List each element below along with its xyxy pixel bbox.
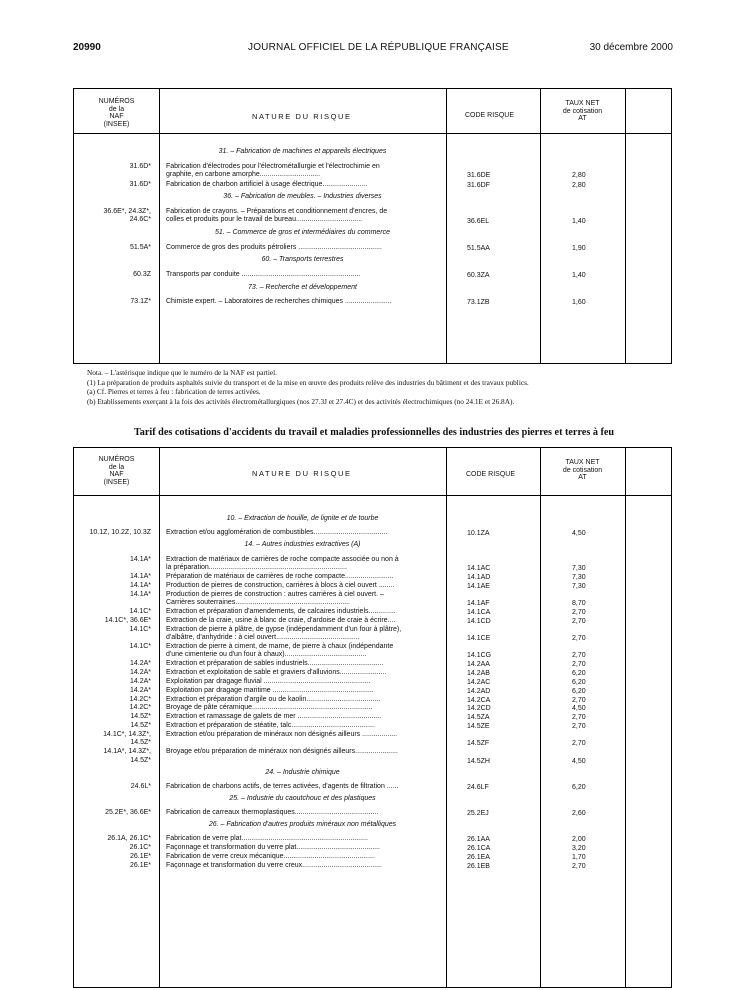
risk-nature: Broyage de pâte céramique.............................................................. (166, 704, 373, 712)
naf-code: 24.6L* (130, 782, 151, 790)
risk-code: 14.2AA (467, 660, 490, 668)
risk-nature: Façonnage et transformation du verre plat........................................... (166, 844, 380, 852)
net-rate: 7,30 (572, 564, 586, 572)
net-rate: 2,70 (572, 651, 586, 659)
risk-code: 73.1ZB (467, 299, 490, 307)
net-rate: 6,20 (572, 678, 586, 686)
naf-code: 14.2A* (129, 677, 151, 685)
risk-nature: Extraction et ramassage de galets de mer ........................................... (166, 713, 382, 721)
naf-code: 26.1E* (129, 853, 151, 860)
net-rate: 4,50 (572, 705, 586, 713)
risk-code: 26.1CA (467, 845, 491, 853)
issue-date: 30 décembre 2000 (589, 42, 673, 53)
naf-code: 14.2C* (129, 695, 151, 703)
risk-code: 24.6LF (467, 783, 489, 791)
net-rate: 2,70 (572, 696, 586, 704)
risk-table-1 (73, 88, 672, 364)
naf-code: 14.1C*, 36.6E* (104, 616, 151, 624)
naf-code: 14.2A* (129, 686, 151, 694)
naf-code: 26.1C* (129, 844, 151, 852)
risk-nature: Exploitation par dragage maritime .................................................... (166, 686, 374, 694)
risk-nature: Broyage et/ou préparation de minéraux non désignés ailleurs...................... (166, 748, 398, 756)
risk-nature: Fabrication de verre creux mécanique............................................... (166, 853, 375, 860)
net-rate: 6,20 (572, 687, 586, 695)
risk-code: 36.6EL (467, 217, 490, 225)
naf-code: 14.1A* (129, 555, 151, 563)
note-nota: Nota. – L'astérisque indique que le numéro de la NAF est partiel. (87, 368, 277, 377)
risk-nature: Extraction et préparation d'amendements, de calcaires industriels.............. (166, 607, 396, 615)
net-rate: 1,60 (572, 299, 586, 307)
net-rate: 2,00 (572, 836, 586, 844)
net-rate: 2,70 (572, 740, 586, 748)
section-heading: 26. – Fabrication d'autres produits minéraux non métalliques (208, 820, 397, 828)
risk-code: 31.6DE (467, 172, 491, 180)
risk-nature: Extraction de pierre à plâtre, de gypse (indépendamment d'un four à plâtre), d'albâtre, d'anhydride : à ciel ouvert........................................... (166, 625, 402, 641)
risk-nature: Fabrication de charbon artificiel à usage électrique....................... (166, 180, 368, 188)
risk-code: 14.2AD (467, 687, 491, 695)
risk-code: 14.1CD (467, 617, 491, 625)
risk-nature: Transports par conduite ............................................................. (166, 271, 361, 278)
note-b: (b) Etablissements exerçant à la fois des activités électrométallurgiques (nos 27.3J et 27.4C) et des activités électrochimiques (no 24.1E et 26.8A). (87, 396, 515, 406)
naf-code: 14.1C* (129, 642, 151, 650)
risk-code: 14.1AF (467, 599, 490, 607)
net-rate: 8,70 (572, 599, 586, 607)
risk-nature: Extraction de matériaux de carrières de roche compacte associée ou non à la préparation....................................................................... (166, 555, 399, 571)
net-rate: 2,80 (572, 172, 586, 180)
risk-code: 14.5ZF (467, 740, 490, 748)
net-rate: 1,70 (572, 854, 586, 861)
naf-code: 14.5Z* (130, 713, 151, 721)
risk-nature: Extraction et/ou préparation de minéraux non désignés ailleurs .................. (166, 731, 398, 739)
naf-code: 14.5Z* (130, 722, 151, 730)
section-heading: 31. – Fabrication de machines et appareils électriques (218, 148, 387, 155)
naf-code: 14.1C*, 14.3Z*, 14.5Z* (103, 731, 151, 747)
risk-code: 14.1AC (467, 564, 491, 572)
naf-code: 14.1A*, 14.3Z*, 14.5Z* (103, 748, 151, 764)
risk-nature: Fabrication de charbons actifs, de terres activées, d'agents de filtration ...... (166, 782, 399, 790)
naf-code: 60.3Z (133, 271, 151, 278)
section-heading: 51. – Commerce de gros et intermédiaires du commerce (214, 229, 391, 237)
net-rate: 1,40 (572, 217, 586, 225)
risk-nature: Préparation de matériaux de carrières de roche compacte......................... (166, 572, 394, 580)
column-header-code: CODE RISQUE (466, 471, 516, 478)
section-heading: 14. – Autres industries extractives (A) (244, 541, 361, 549)
net-rate: 6,20 (572, 783, 586, 791)
page-number: 20990 (73, 42, 101, 53)
column-header-naf: NUMÉROS de la NAF (INSEE) (98, 98, 135, 128)
naf-code: 10.1Z, 10.2Z, 10.3Z (89, 529, 151, 537)
net-rate: 6,20 (572, 669, 586, 677)
risk-code: 26.1AA (467, 836, 490, 844)
net-rate: 2,70 (572, 634, 586, 642)
risk-code: 14.5ZE (467, 723, 490, 731)
risk-nature: Production de pierres de construction, carrières à blocs à ciel ouvert ........ (166, 581, 395, 589)
risk-code: 14.2CD (467, 705, 491, 713)
risk-nature: Production de pierres de construction : autres carrières à ciel ouvert. – Carrières souterraines........................................................... (166, 590, 384, 606)
risk-code: 14.2CA (467, 696, 491, 704)
risk-nature: Fabrication de carreaux thermoplastiques........................................... (166, 809, 379, 816)
net-rate: 2,70 (572, 608, 586, 616)
net-rate: 2,70 (572, 714, 586, 722)
section-title: Tarif des cotisations d'accidents du travail et maladies professionnelles des industries des pierres et terres à feu (133, 427, 615, 438)
risk-nature: Chimiste expert. – Laboratoires de recherches chimiques ........................ (166, 298, 392, 306)
net-rate: 1,90 (572, 244, 586, 252)
risk-nature: Extraction et préparation de sables industriels....................................... (166, 659, 384, 667)
column-header-nature: NATURE DU RISQUE (252, 112, 352, 121)
naf-code: 14.1A* (129, 590, 151, 598)
risk-nature: Extraction et préparation d'argile ou de kaolin...................................... (166, 695, 381, 703)
risk-code: 10.1ZA (467, 530, 490, 538)
journal-title: JOURNAL OFFICIEL DE LA RÉPUBLIQUE FRANÇAISE (248, 42, 509, 53)
risk-code: 31.6DF (467, 181, 490, 189)
section-heading: 60. – Transports terrestres (261, 256, 344, 264)
naf-code: 31.6D* (129, 162, 151, 170)
risk-code: 25.2EJ (467, 810, 489, 817)
risk-code: 26.1EA (467, 854, 490, 861)
section-heading: 10. – Extraction de houille, de lignite et de tourbe (226, 515, 379, 522)
column-header-naf: NUMÉROS de la NAF (INSEE) (98, 456, 135, 486)
risk-nature: Fabrication d'électrodes pour l'électrométallurgie et l'électrochimie en graphite, en carbone amorphe............................... (166, 162, 380, 178)
note-1: (1) La préparation de produits asphaltés suivie du transport et de la mise en œuvre des produits relève des industries du bâtiment et des travaux publics. (87, 377, 529, 387)
net-rate: 3,20 (572, 845, 586, 853)
risk-nature: Extraction et préparation de stéatite, talc........................................... (166, 722, 375, 730)
footnotes (87, 368, 677, 406)
note-a: (a) Cf. Pierres et terres à feu : fabrication de terres activées. (87, 387, 261, 396)
risk-code: 14.1CG (467, 651, 492, 659)
risk-code: 26.1EB (467, 862, 490, 870)
column-header-code: CODE RISQUE (465, 112, 515, 119)
naf-code: 14.2C* (129, 704, 151, 712)
naf-code: 14.1C* (129, 607, 151, 615)
naf-code: 26.1A, 26.1C* (107, 835, 151, 843)
risk-code: 14.1CA (467, 608, 491, 616)
naf-code: 26.1E* (129, 861, 151, 869)
net-rate: 2,70 (572, 723, 586, 731)
net-rate: 7,30 (572, 582, 586, 590)
risk-code: 14.1AD (467, 573, 491, 581)
risk-nature: Façonnage et transformation du verre creux......................................... (166, 861, 382, 869)
naf-code: 73.1Z* (130, 298, 151, 306)
risk-nature: Fabrication de crayons. – Préparations et conditionnement d'encres, de colles et produits pour le travail de bureau.................................. (166, 208, 388, 224)
net-rate: 2,70 (572, 617, 586, 625)
column-header-taux: TAUX NET de cotisation AT (562, 100, 603, 122)
naf-code: 25.2E*, 36.6E* (105, 809, 151, 816)
net-rate: 2,70 (572, 660, 586, 668)
risk-table-2 (73, 447, 672, 988)
net-rate: 7,30 (572, 573, 586, 581)
column-header-taux: TAUX NET de cotisation AT (562, 459, 603, 481)
column-header-nature: NATURE DU RISQUE (252, 469, 352, 478)
risk-nature: Extraction et exploitation de sable et graviers d'alluvions........................ (166, 668, 387, 676)
naf-code: 14.2A* (129, 659, 151, 667)
risk-nature: Exploitation par dragage fluvial ....................................................... (166, 677, 371, 685)
risk-code: 14.5ZA (467, 714, 490, 722)
risk-nature: Extraction de pierre à ciment, de marne, de pierre à chaux (indépendante d'une cimenterie ou d'un four à chaux).......................................... (166, 642, 394, 658)
naf-code: 51.5A* (129, 243, 151, 251)
risk-code: 14.1CE (467, 634, 491, 642)
naf-code: 14.1C* (129, 625, 151, 633)
section-heading: 36. – Fabrication de meubles. – Industries diverses (223, 193, 382, 201)
net-rate: 2,60 (572, 810, 586, 817)
section-heading: 24. – Industrie chimique (265, 768, 340, 776)
risk-nature: Fabrication de verre plat................................................................. (166, 835, 368, 843)
page-header (73, 42, 673, 56)
risk-nature: Commerce de gros des produits pétroliers ........................................... (166, 243, 382, 251)
section-heading: 73. – Recherche et développement (248, 283, 357, 291)
section-heading: 25. – Industrie du caoutchouc et des plastiques (229, 794, 376, 802)
risk-code: 14.2AC (467, 678, 491, 686)
naf-code: 14.2A* (129, 668, 151, 676)
naf-code: 14.1A* (129, 572, 151, 580)
risk-code: 14.2AB (467, 669, 490, 677)
risk-code: 51.5AA (467, 244, 490, 252)
risk-nature: Extraction de la craie, usine à blanc de craie, d'ardoise de craie à écrire.... (166, 616, 396, 624)
net-rate: 4,50 (572, 757, 586, 765)
naf-code: 31.6D* (129, 180, 151, 188)
risk-nature: Extraction et/ou agglomération de combustibles...................................... (166, 529, 388, 537)
risk-code: 14.1AE (467, 582, 490, 590)
naf-code: 14.1A* (129, 581, 151, 589)
net-rate: 2,70 (572, 862, 586, 870)
net-rate: 1,40 (572, 272, 586, 279)
risk-code: 14.5ZH (467, 757, 490, 765)
naf-code: 36.6E*, 24.3Z*, 24.6C* (103, 208, 151, 224)
risk-code: 60.3ZA (467, 272, 490, 279)
net-rate: 4,50 (572, 530, 586, 538)
net-rate: 2,80 (572, 181, 586, 189)
